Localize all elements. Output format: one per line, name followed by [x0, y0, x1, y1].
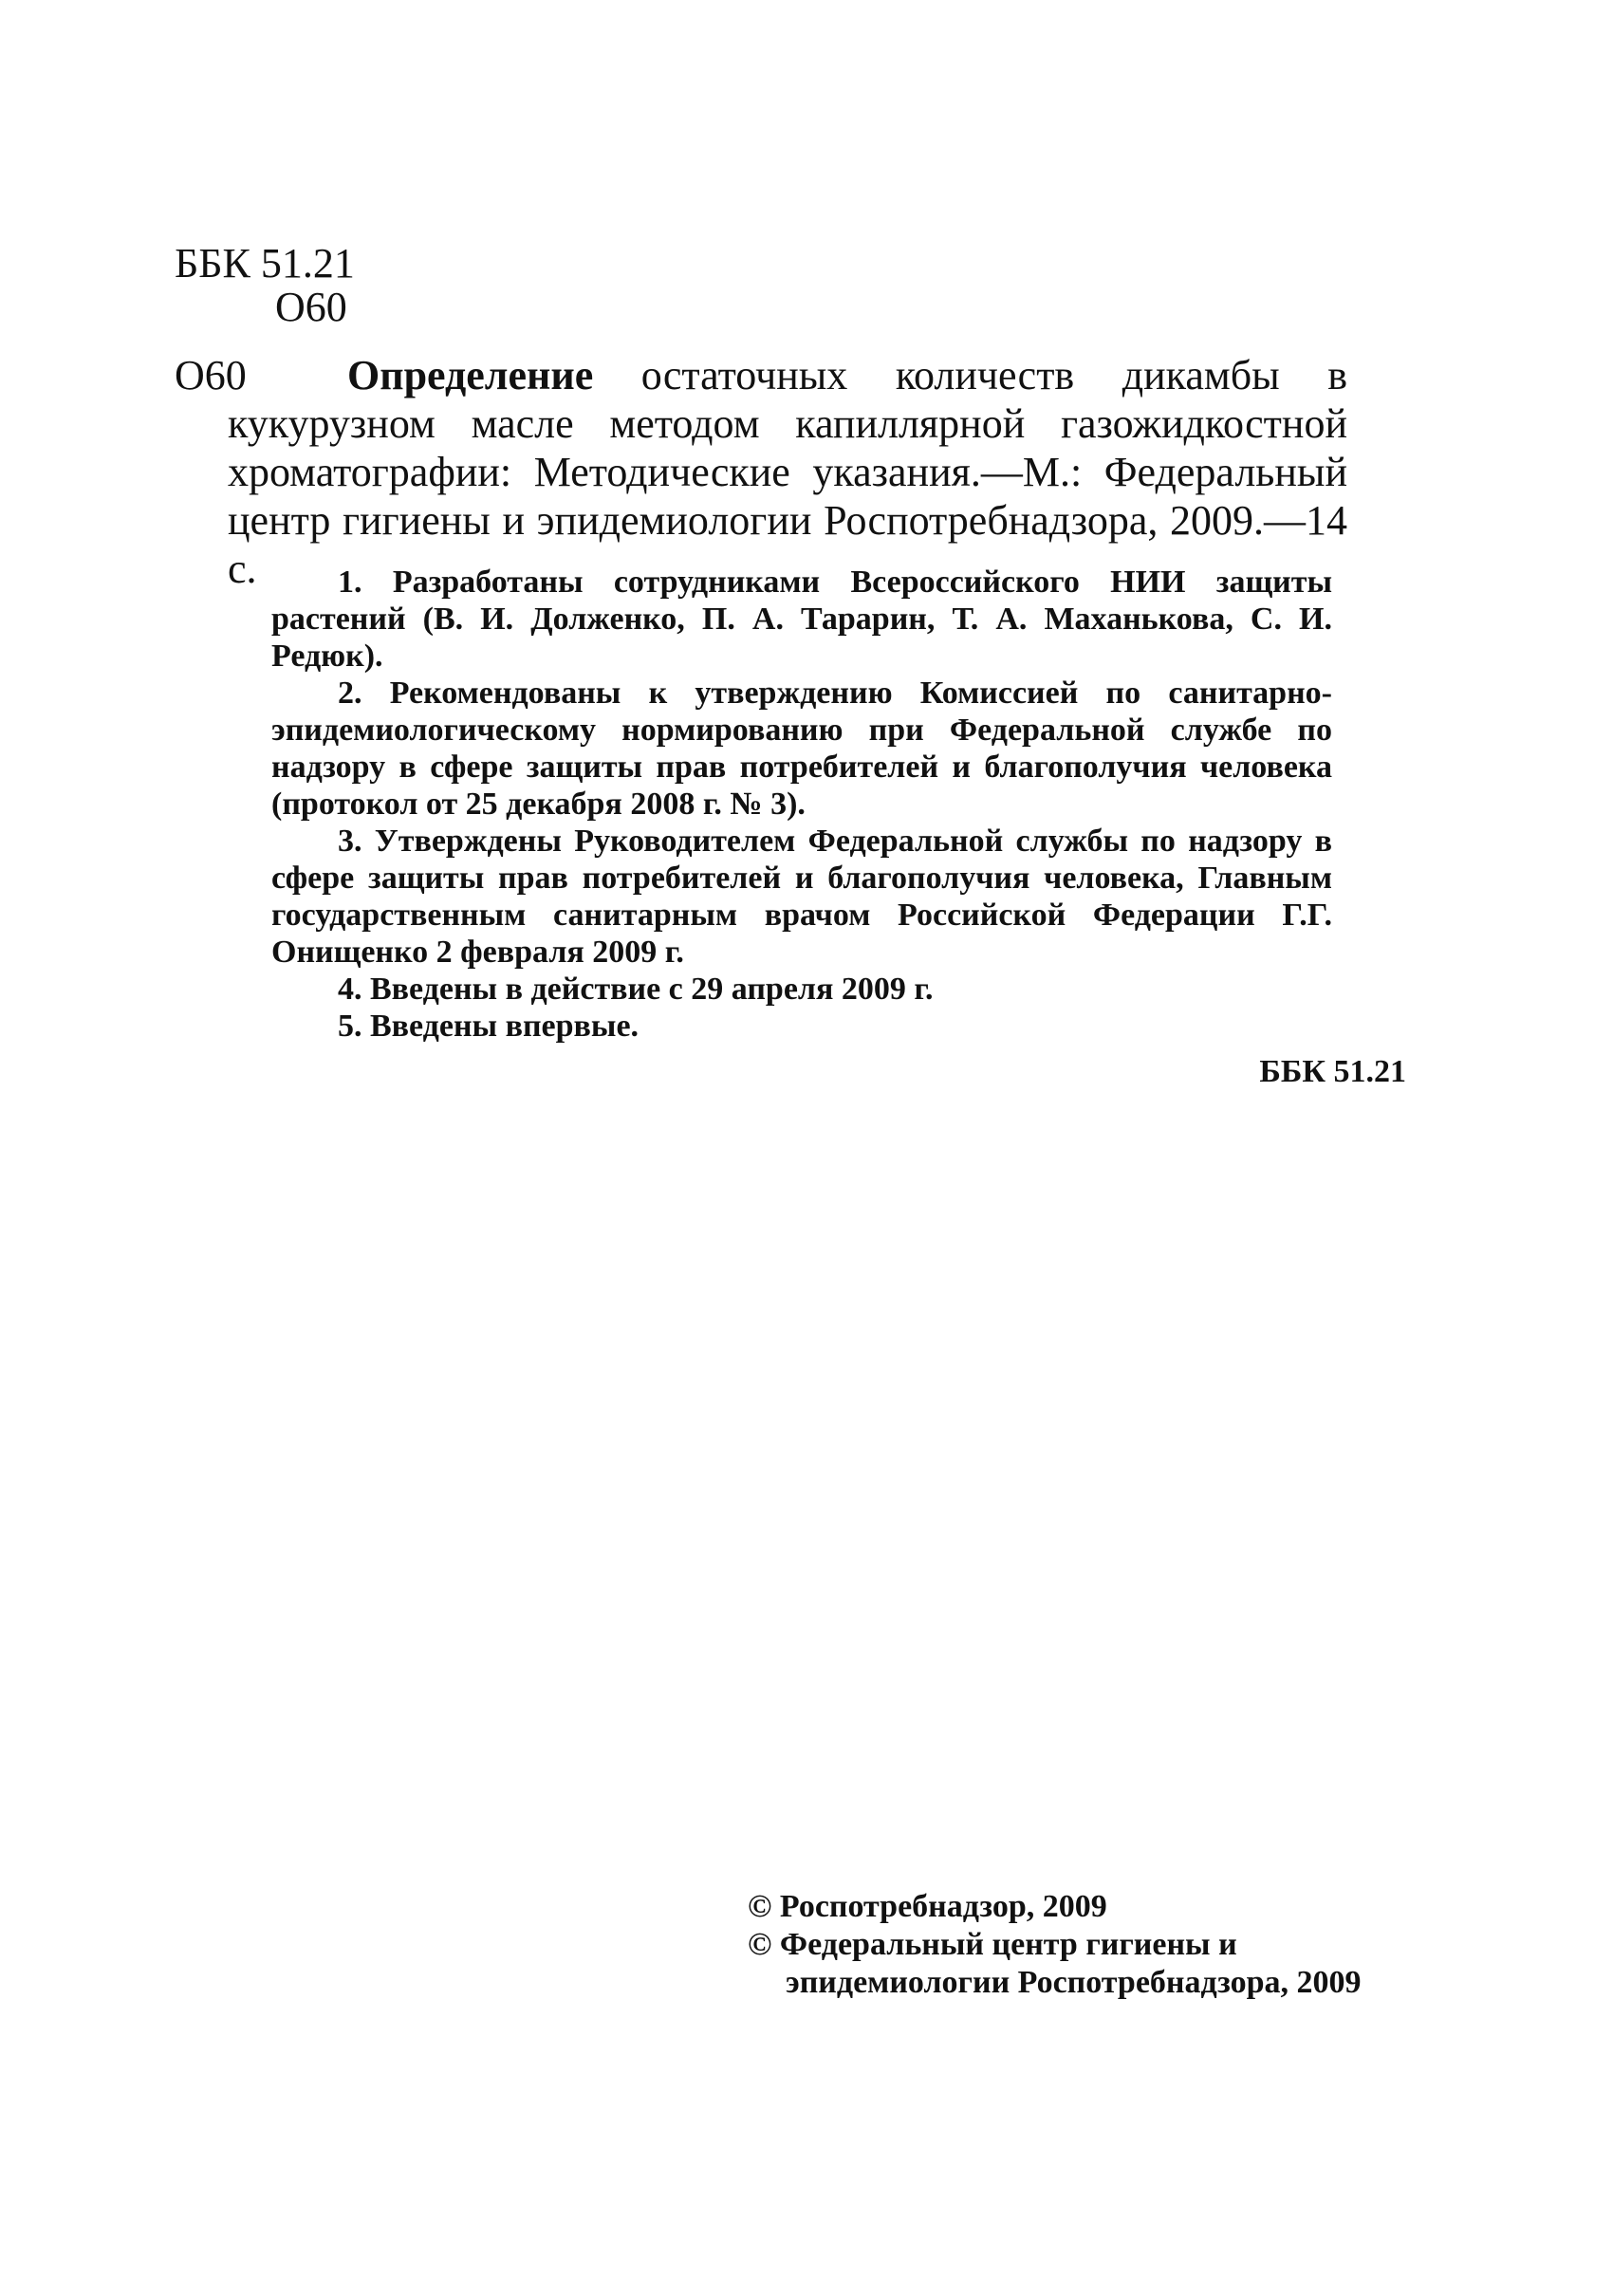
note-item: 3. Утверждены Руководителем Федеральной службы по надзору в сфере защиты прав потребителей и благополучия человека, Главным государственным санитарным врачом Российской Федерации Г.Г. Онищенко 2 февраля 2009 г. [271, 824, 1332, 970]
bbk-code: ББК 51.21 [175, 240, 355, 287]
publication-notes [271, 564, 1332, 1045]
note-item: 4. Введены в действие с 29 апреля 2009 г. [338, 972, 934, 1007]
author-mark: О60 [275, 284, 347, 330]
note-item: 1. Разработаны сотрудниками Всероссийского НИИ защиты растений (В. И. Долженко, П. А. Тарарин, Т. А. Маханькова, С. И. Редюк). [271, 565, 1332, 674]
note-item: 5. Введены впервые. [338, 1009, 640, 1044]
copyright-line: эпидемиологии Роспотребнадзора, 2009 [786, 1965, 1362, 2000]
entry-author-mark: О60 [175, 352, 247, 398]
copyright-line: © Роспотребнадзор, 2009 [748, 1889, 1107, 1924]
copyright-block [748, 1888, 1431, 2002]
bibliographic-entry [228, 351, 1347, 593]
copyright-line: © Федеральный центр гигиены и [748, 1927, 1237, 1962]
note-item: 2. Рекомендованы к утверждению Комиссией по санитарно-эпидемиологическому нормированию при Федеральной службе по надзору в сфере защиты прав потребителей и благополучия человека (протокол от 25 декабря 2008 г. № 3). [271, 676, 1332, 822]
entry-title-lead: Определение [347, 352, 594, 398]
bbk-code-right: ББК 51.21 [1259, 1054, 1406, 1089]
entry-title-rest: остаточных количеств дикамбы в кукурузном масле методом капиллярной газожидкостной хроматографии: Методические указания.—М.: Федеральный центр гигиены и эпидемиологии Роспотребнадзора, 2009.—14 с. [228, 352, 1348, 592]
